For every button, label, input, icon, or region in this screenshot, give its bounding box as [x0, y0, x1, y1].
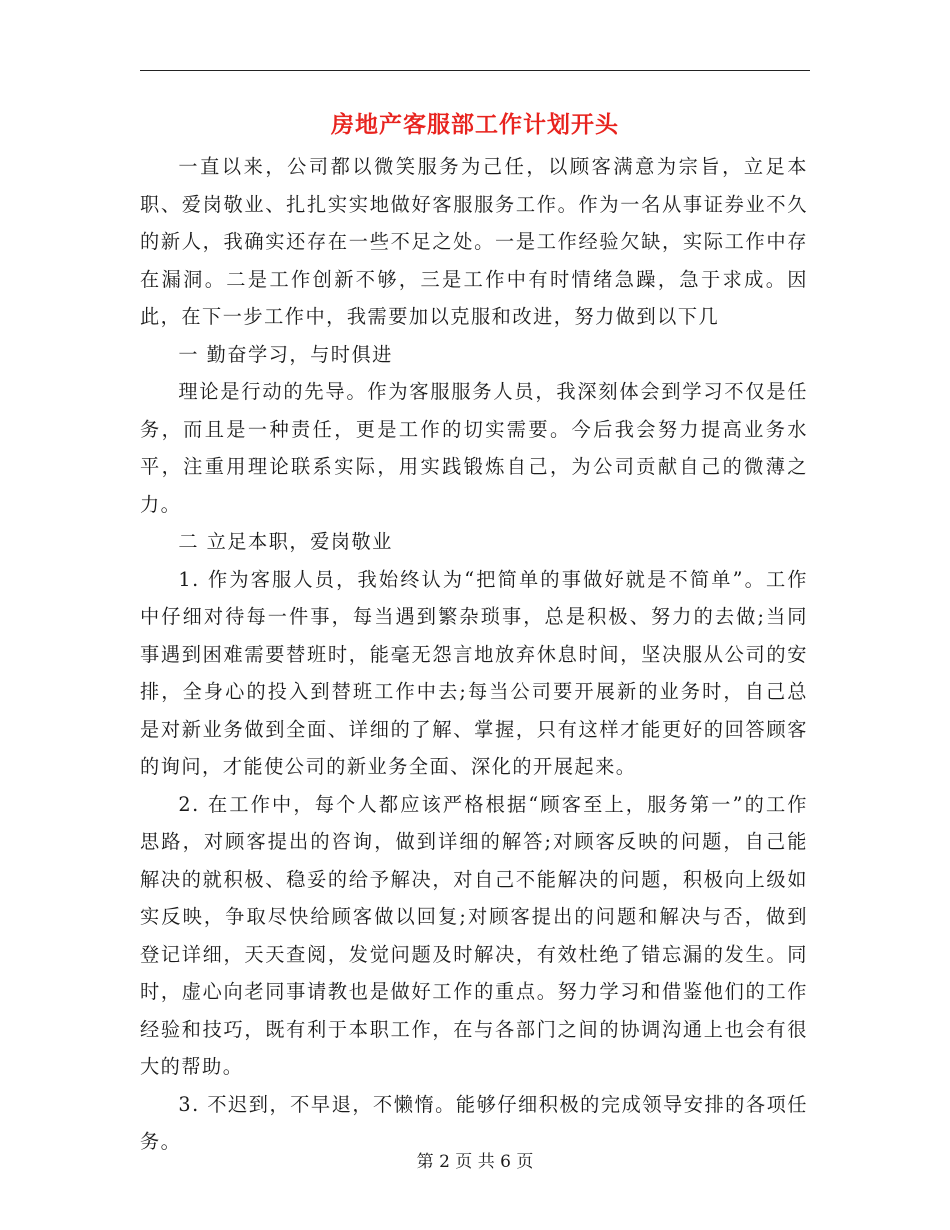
document-title: 房地产客服部工作计划开头: [331, 111, 619, 138]
page-number: 第 2 页 共 6 页: [416, 1152, 534, 1172]
document-body: [140, 148, 808, 1161]
item-2-paragraph: 2. 在工作中，每个人都应该严格根据“顾客至上，服务第一”的工作思路，对顾客提出的咨询，做到详细的解答;对顾客反映的问题，自己能解决的就积极、稳妥的给予解决，对自己不能解决的问题，积极向上级如实反映，争取尽快给顾客做以回复;对顾客提出的问题和解决与否，做到登记详细，天天查阅，发觉问题及时解决，有效杜绝了错忘漏的发生。同时，虚心向老同事请教也是做好工作的重点。努力学习和借鉴他们的工作经验和技巧，既有利于本职工作，在与各部门之间的协调沟通上也会有很大的帮助。: [140, 792, 808, 1078]
item-1-paragraph: 1. 作为客服人员，我始终认为“把简单的事做好就是不简单”。工作中仔细对待每一件事，每当遇到繁杂琐事，总是积极、努力的去做;当同事遇到困难需要替班时，能毫无怨言地放弃休息时间，坚决服从公司的安排，全身心的投入到替班工作中去;每当公司要开展新的业务时，自己总是对新业务做到全面、详细的了解、掌握，只有这样才能更好的回答顾客的询问，才能使公司的新业务全面、深化的开展起来。: [140, 567, 808, 778]
header-rule: [140, 70, 810, 71]
section-heading-1: 一 勤奋学习，与时俱进: [178, 342, 393, 366]
item-3-paragraph: 3. 不迟到，不早退，不懒惰。能够仔细积极的完成领导安排的各项任务。: [140, 1092, 808, 1153]
section-1-paragraph: 理论是行动的先导。作为客服服务人员，我深刻体会到学习不仅是任务，而且是一种责任，更是工作的切实需要。今后我会努力提高业务水平，注重用理论联系实际，用实践锻炼自己，为公司贡献自己的微薄之力。: [140, 380, 808, 516]
section-heading-2: 二 立足本职，爱岗敬业: [178, 530, 393, 553]
intro-paragraph: 一直以来，公司都以微笑服务为己任，以顾客满意为宗旨，立足本职、爱岗敬业、扎扎实实地做好客服服务工作。作为一名从事证券业不久的新人，我确实还存在一些不足之处。一是工作经验欠缺，实际工作中存在漏洞。二是工作创新不够，三是工作中有时情绪急躁，急于求成。因此，在下一步工作中，我需要加以克服和改进，努力做到以下几: [140, 155, 808, 328]
